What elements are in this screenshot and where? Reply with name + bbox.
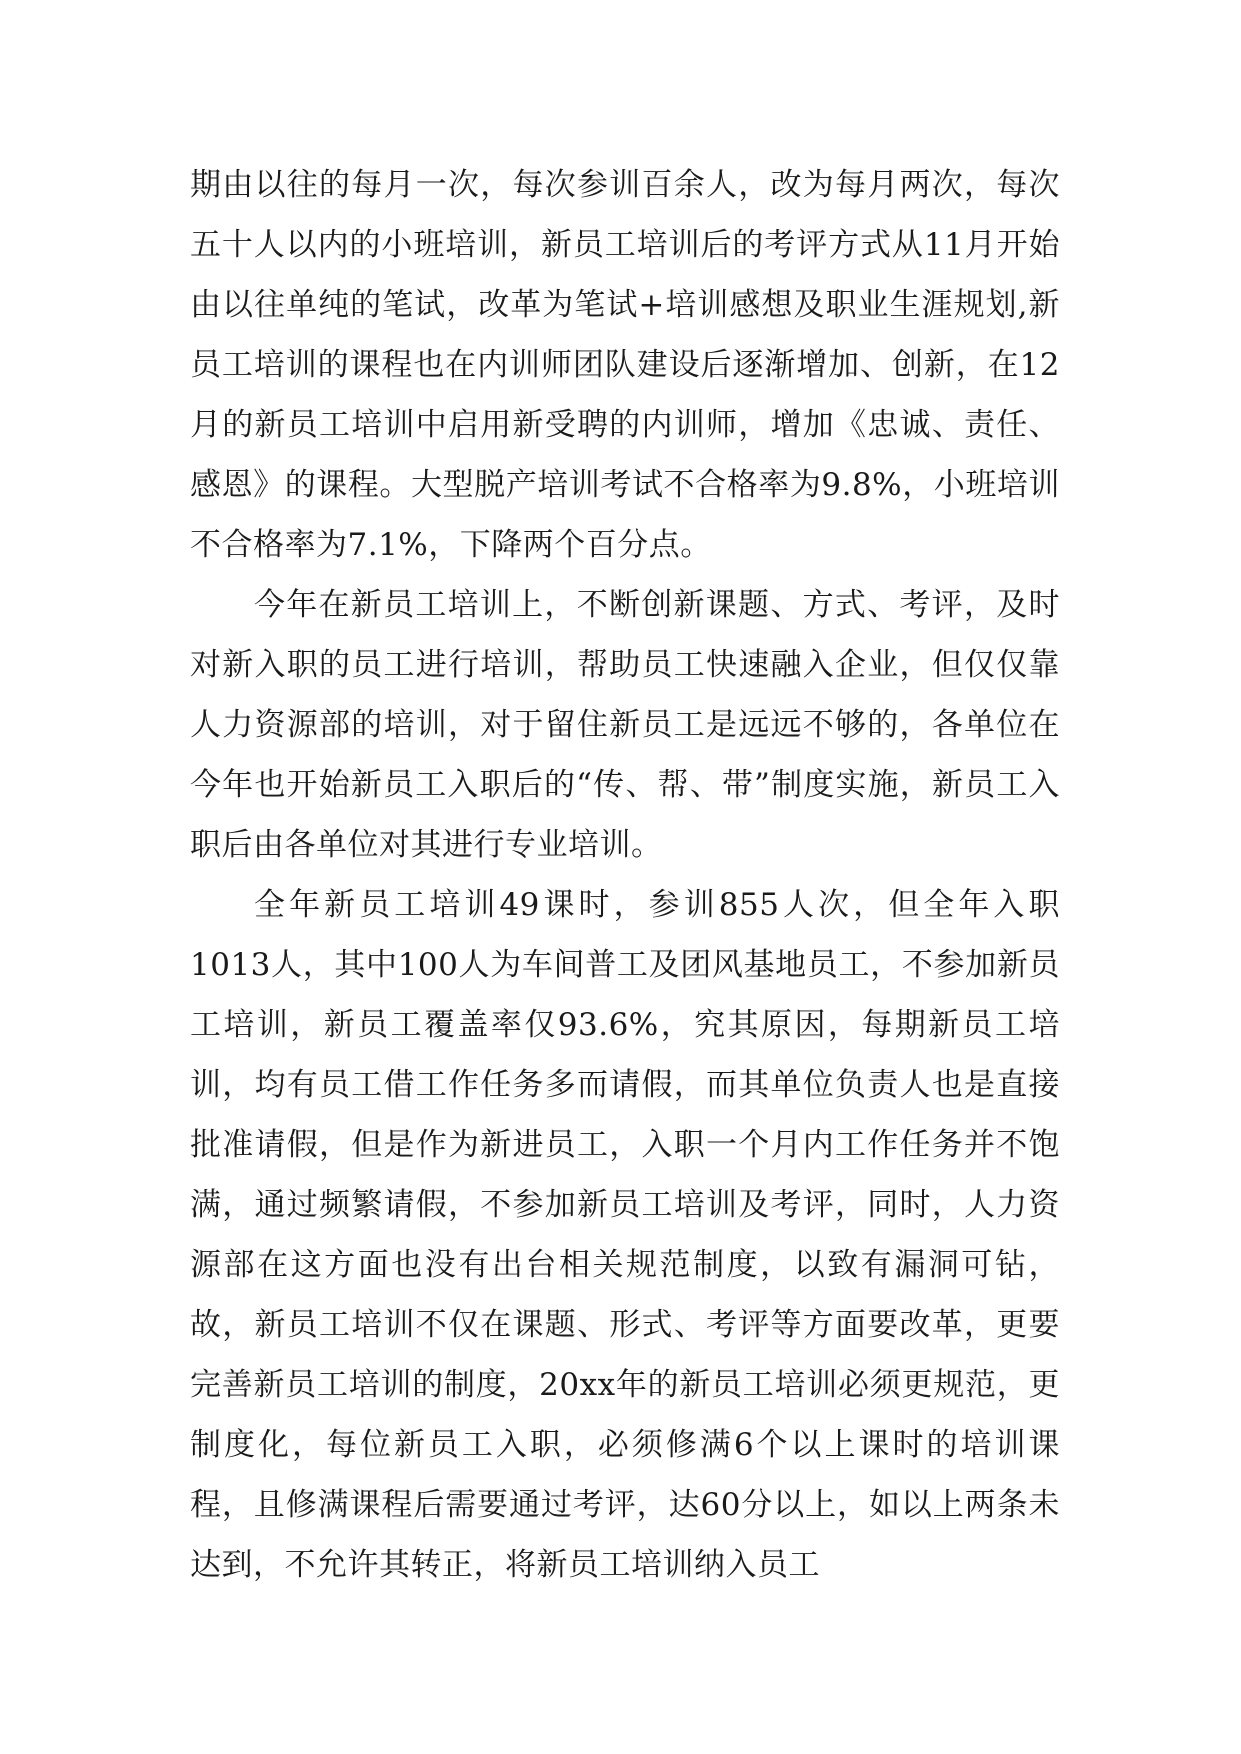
document-body: [190, 155, 1060, 1595]
paragraph-2: 今年在新员工培训上，不断创新课题、方式、考评，及时对新入职的员工进行培训，帮助员工快速融入企业，但仅仅靠人力资源部的培训，对于留住新员工是远远不够的，各单位在今年也开始新员工入职后的“传、帮、带”制度实施，新员工入职后由各单位对其进行专业培训。: [190, 587, 1060, 863]
paragraph-1: 期由以往的每月一次，每次参训百余人，改为每月两次，每次五十人以内的小班培训，新员工培训后的考评方式从11月开始由以往单纯的笔试，改革为笔试+培训感想及职业生涯规划,新员工培训的课程也在内训师团队建设后逐渐增加、创新，在12月的新员工培训中启用新受聘的内训师，增加《忠诚、责任、感恩》的课程。大型脱产培训考试不合格率为9.8%，小班培训不合格率为7.1%，下降两个百分点。: [190, 167, 1060, 563]
paragraph-3: 全年新员工培训49课时，参训855人次，但全年入职1013人，其中100人为车间普工及团风基地员工，不参加新员工培训，新员工覆盖率仅93.6%，究其原因，每期新员工培训，均有员工借工作任务多而请假，而其单位负责人也是直接批准请假，但是作为新进员工，入职一个月内工作任务并不饱满，通过频繁请假，不参加新员工培训及考评，同时，人力资源部在这方面也没有出台相关规范制度，以致有漏洞可钻，故，新员工培训不仅在课题、形式、考评等方面要改革，更要完善新员工培训的制度，20xx年的新员工培训必须更规范，更制度化，每位新员工入职，必须修满6个以上课时的培训课程，且修满课程后需要通过考评，达60分以上，如以上两条未达到，不允许其转正，将新员工培训纳入员工: [190, 887, 1060, 1583]
